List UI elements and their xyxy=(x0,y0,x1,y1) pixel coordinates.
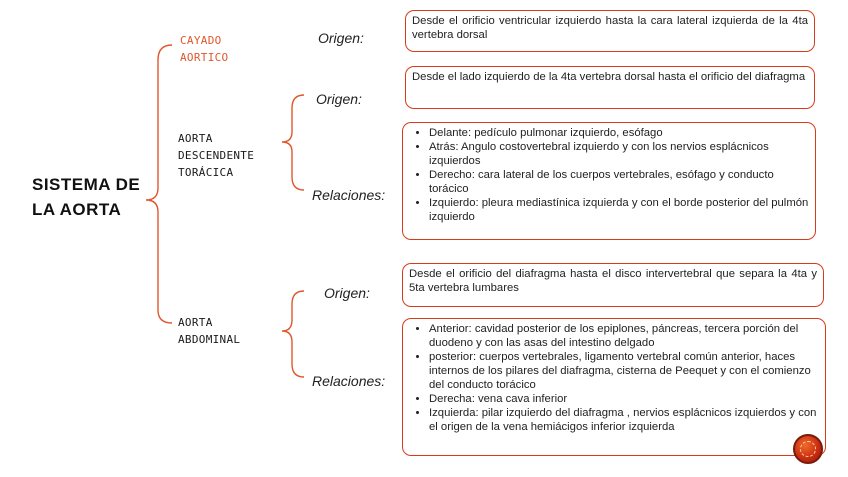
abdominal-relations-box xyxy=(402,318,826,456)
abdominal-origin-label: Origen: xyxy=(324,285,370,301)
abdominal-brace xyxy=(282,291,304,377)
relation-item: • Atrás: Angulo costovertebral izquierdo y con los nervios esplácnicos izquierdos xyxy=(429,140,811,168)
abdominal-relations-label: Relaciones: xyxy=(312,373,386,389)
toracica-heading: AORTA DESCENDENTE TORÁCICA xyxy=(178,132,255,179)
toracica-relations-label: Relaciones: xyxy=(312,187,386,203)
abdominal-origin-box: Desde el orificio del diafragma hasta el disco intervertebral que separa la 4ta y 5ta vertebra lumbares xyxy=(402,263,824,307)
toracica-relations-box xyxy=(402,122,816,240)
relation-item: • Delante: pedículo pulmonar izquierdo, esófago xyxy=(429,126,811,140)
relation-item: • Derecha: vena cava inferior xyxy=(429,392,821,406)
main-brace xyxy=(146,45,172,323)
relation-item: • Izquierdo: pleura mediastínica izquierda y con el borde posterior del pulmón izquierdo xyxy=(429,196,811,224)
cayado-heading: CAYADO AORTICO xyxy=(180,34,229,64)
toracica-origin-label: Origen: xyxy=(316,91,362,107)
relation-item: • Derecho: cara lateral de los cuerpos vertebrales, esófago y conducto torácico xyxy=(429,168,811,196)
abdominal-heading: AORTA ABDOMINAL xyxy=(178,316,241,346)
seal-icon xyxy=(793,434,823,464)
relation-item: • posterior: cuerpos vertebrales, ligamento vertebral común anterior, haces internos de los pilares del diafragma, cisterna de Peequet y con el comienzo del conducto torácico xyxy=(429,350,821,392)
diagram-title: SISTEMA DE LA AORTA xyxy=(32,175,141,219)
toracica-origin-box: Desde el lado izquierdo de la 4ta vertebra dorsal hasta el orificio del diafragma xyxy=(405,66,815,109)
cayado-origin-box: Desde el orificio ventricular izquierdo hasta la cara lateral izquierda de la 4ta vertebra dorsal xyxy=(405,10,815,52)
cayado-origin-label: Origen: xyxy=(318,30,364,46)
relation-item: • Izquierda: pilar izquierdo del diafragma , nervios esplácnicos izquierdos y con el origen de la vena hemiácigos inferior izquierda xyxy=(429,406,821,434)
relation-item: • Anterior: cavidad posterior de los epiplones, páncreas, tercera porción del duodeno y con las asas del intestino delgado xyxy=(429,322,821,350)
